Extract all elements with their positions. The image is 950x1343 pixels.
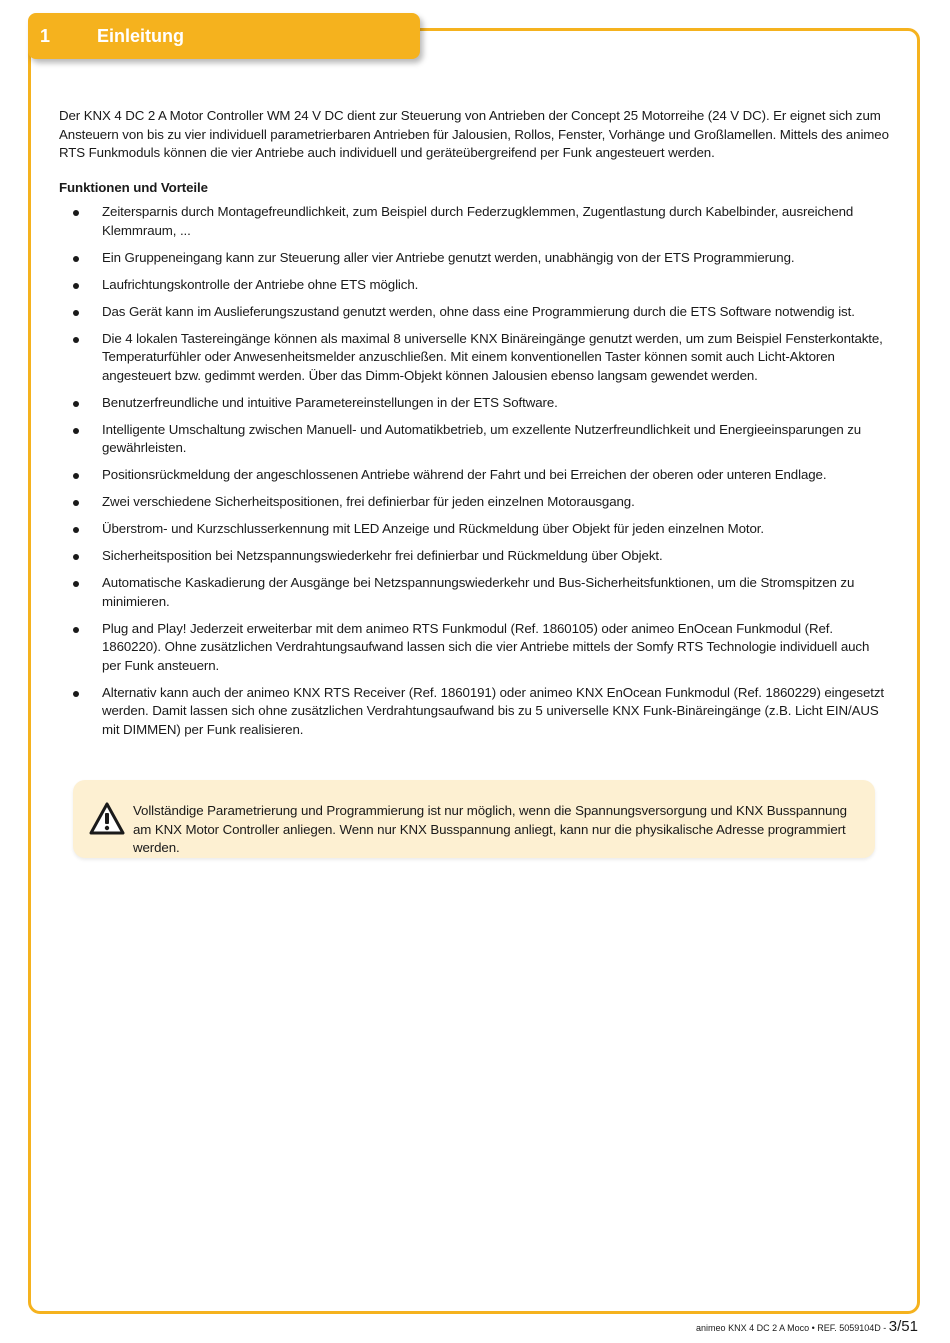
list-item (59, 493, 891, 512)
list-item (59, 684, 891, 740)
bullet-icon (73, 310, 79, 316)
intro-paragraph: Der KNX 4 DC 2 A Motor Controller WM 24 V DC dient zur Steuerung von Antrieben der Concept 25 Motorreihe (24 V DC). Er eignet sich zum Ansteuern von bis zu vier individuell parametrierbaren Antrieben für Jalousien, Rollos, Fenster, Vorhänge und Großlamellen. Mittels des animeo RTS Funkmoduls können die vier Antriebe auch individuell und geräteübergreifend per Funk angesteuert werden. (59, 108, 889, 160)
list-item-text: Zwei verschiedene Sicherheitspositionen, frei definierbar für jeden einzelnen Motorausgang. (102, 494, 635, 509)
bullet-icon (73, 581, 79, 587)
bullet-icon (73, 500, 79, 506)
list-item-text: Ein Gruppeneingang kann zur Steuerung aller vier Antriebe genutzt werden, unabhängig von der ETS Programmierung. (102, 249, 795, 265)
list-item-text: Das Gerät kann im Auslieferungszustand genutzt werden, ohne dass eine Programmierung durch die ETS Software notwendig ist. (102, 303, 855, 319)
bullet-icon (73, 401, 79, 407)
bullet-icon (73, 473, 79, 479)
list-item (59, 574, 891, 611)
list-item (59, 303, 891, 322)
bullet-icon (73, 283, 79, 289)
list-item (59, 421, 891, 458)
list-item (59, 276, 891, 295)
bullet-icon (73, 627, 79, 633)
list-item (59, 394, 891, 413)
bullet-icon (73, 527, 79, 533)
features-list (59, 203, 891, 739)
section-number: 1 (40, 26, 51, 46)
bullet-icon (73, 554, 79, 560)
list-item-text: Die 4 lokalen Tastereingänge können als maximal 8 universelle KNX Binäreingänge genutzt werden, um zum Beispiel Fensterkontakte, Temperaturfühler oder Anwesenheitsmelder anzuschließen. Mit einem konventionellen Taster können somit auch Licht-Aktoren angesteuert bzw. gedimmt werden. Über das Dimm-Objekt können Jalousien ebenso langsam gewendet werden. (102, 330, 883, 383)
list-item-text: Plug and Play! Jederzeit erweiterbar mit dem animeo RTS Funkmodul (Ref. 1860105) oder animeo EnOcean Funkmodul (Ref. 1860220). Ohne zusätzlichen Verdrahtungsaufwand lassen sich die vier Antriebe mittels der Somfy RTS Technologie individuell auch per Funk ansteuern. (102, 620, 870, 673)
page-footer (696, 1318, 918, 1336)
warning-note (73, 780, 875, 858)
features-heading: Funktionen und Vorteile (59, 179, 208, 195)
list-item (59, 203, 891, 240)
list-item-text: Alternativ kann auch der animeo KNX RTS Receiver (Ref. 1860191) oder animeo KNX EnOcean Funkmodul (Ref. 1860229) eingesetzt werden. Damit lassen sich ohne zusätzlichen Verdrahtungsaufwand bis zu 5 universelle KNX Funk-Binäreingänge (z.B. Licht EIN/AUS mit DIMMEN) per Funk realisieren. (102, 684, 885, 737)
main-content (59, 107, 891, 748)
list-item-text: Intelligente Umschaltung zwischen Manuell- und Automatikbetrieb, um exzellente Nutzerfreundlichkeit und Energieeinsparungen zu gewährleisten. (102, 421, 862, 455)
warning-triangle-icon (89, 802, 125, 836)
section-header (28, 13, 420, 59)
list-item-text: Positionsrückmeldung der angeschlossenen Antriebe während der Fahrt und bei Erreichen der oberen oder unteren Endlage. (102, 467, 827, 482)
section-title: Einleitung (97, 26, 184, 46)
list-item (59, 466, 891, 485)
list-item-text: Zeitersparnis durch Montagefreundlichkeit, zum Beispiel durch Federzugklemmen, Zugentlastung durch Kabelbinder, ausreichend Klemmraum, ... (102, 204, 854, 238)
list-item-text: Automatische Kaskadierung der Ausgänge bei Netzspannungswiederkehr und Bus-Sicherheitsfunktionen, um die Stromspitzen zu minimieren. (102, 575, 855, 609)
list-item (59, 330, 891, 386)
bullet-icon (73, 337, 79, 343)
list-item-text: Laufrichtungskontrolle der Antriebe ohne ETS möglich. (102, 276, 419, 292)
bullet-icon (73, 210, 79, 216)
list-item-text: Benutzerfreundliche und intuitive Parametereinstellungen in der ETS Software. (102, 394, 558, 410)
warning-text: Vollständige Parametrierung und Programmierung ist nur möglich, wenn die Spannungsversorgung und KNX Busspannung am KNX Motor Controller anliegen. Wenn nur KNX Busspannung anliegt, kann nur die physikalische Adresse programmiert werden. (133, 803, 847, 855)
list-item (59, 547, 891, 566)
bullet-icon (73, 256, 79, 262)
list-item-text: Sicherheitsposition bei Netzspannungswiederkehr frei definierbar und Rückmeldung über Objekt. (102, 548, 663, 563)
list-item (59, 249, 891, 268)
page-number: 3/51 (888, 1318, 918, 1335)
list-item-text: Überstrom- und Kurzschlusserkennung mit LED Anzeige und Rückmeldung über Objekt für jeden einzelnen Motor. (102, 521, 764, 536)
list-item (59, 520, 891, 539)
footer-reference: animeo KNX 4 DC 2 A Moco • REF. 5059104D - (696, 1323, 889, 1333)
list-item (59, 620, 891, 676)
bullet-icon (73, 691, 79, 697)
bullet-icon (73, 428, 79, 434)
